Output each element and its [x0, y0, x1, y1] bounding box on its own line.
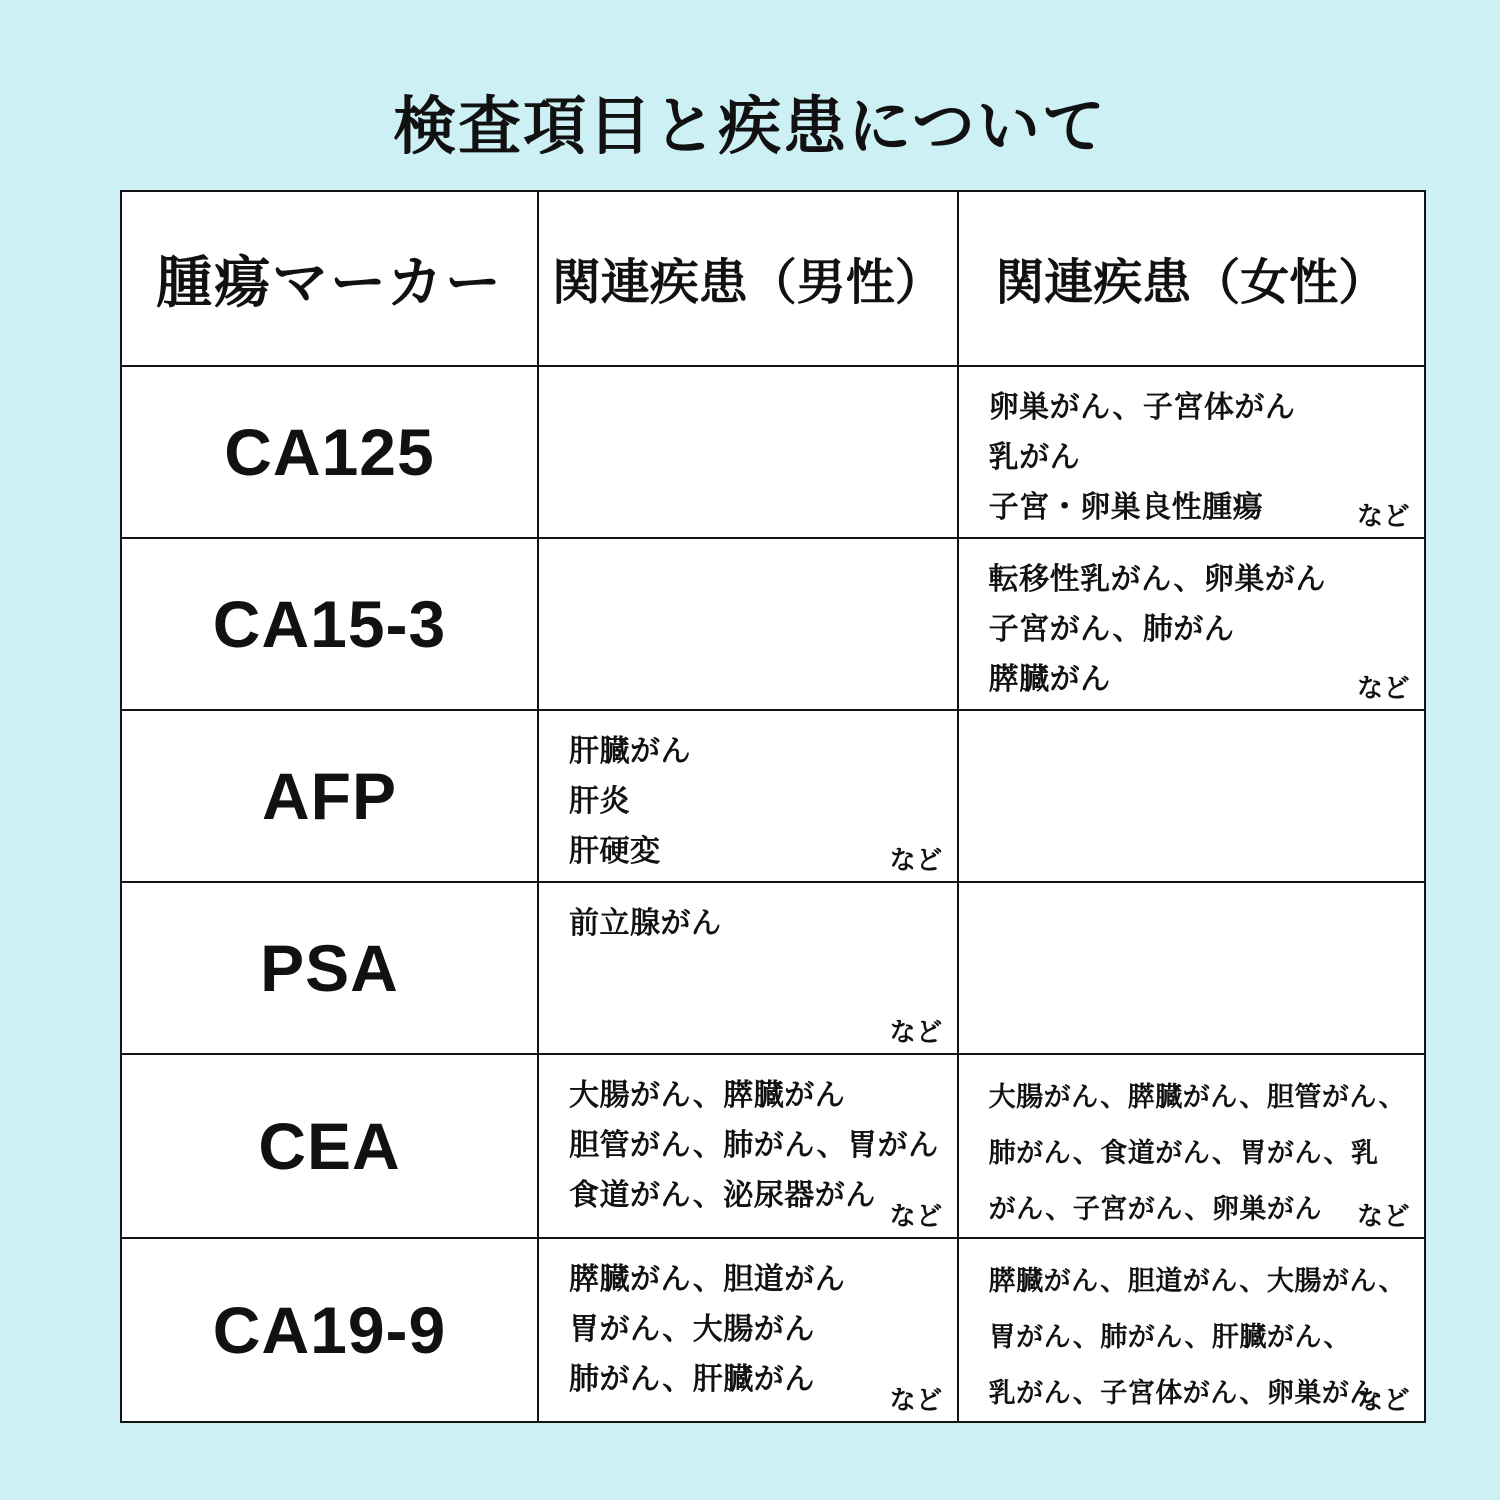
etc-label: など	[889, 1201, 943, 1231]
tumor-marker-table	[120, 190, 1426, 1423]
disease-line: 子宮・卵巣良性腫瘍	[988, 491, 1264, 524]
female-diseases-cell	[958, 1238, 1425, 1422]
marker-cell: CA125	[121, 366, 538, 538]
female-diseases-cell	[958, 882, 1425, 1054]
disease-line: 肝硬変	[569, 835, 661, 868]
disease-line: 子宮がん、肺がん	[988, 613, 1235, 646]
female-diseases-cell	[958, 1054, 1425, 1238]
marker-cell: CA19-9	[121, 1238, 538, 1422]
disease-line: 胃がん、肺がん、肝臓がん、	[988, 1322, 1351, 1352]
disease-line: 膵臓がん	[988, 663, 1111, 696]
header-row	[121, 191, 1425, 366]
male-diseases-cell	[538, 538, 958, 710]
etc-label: など	[889, 1385, 943, 1415]
male-diseases-cell	[538, 710, 958, 882]
male-diseases-cell	[538, 882, 958, 1054]
table-row-ca15-3	[121, 538, 1425, 710]
etc-label: など	[889, 845, 943, 875]
marker-cell: PSA	[121, 882, 538, 1054]
disease-line: 大腸がん、膵臓がん	[569, 1079, 846, 1112]
table-row-ca19-9	[121, 1238, 1425, 1422]
etc-label: など	[1356, 673, 1410, 703]
table-row-cea	[121, 1054, 1425, 1238]
table-row-ca125	[121, 366, 1425, 538]
male-diseases-cell	[538, 1238, 958, 1422]
etc-label: など	[1356, 501, 1410, 531]
female-diseases-cell	[958, 710, 1425, 882]
disease-line: 肺がん、食道がん、胃がん、乳	[988, 1138, 1379, 1168]
disease-line: 胃がん、大腸がん	[569, 1313, 815, 1346]
etc-label: など	[889, 1017, 943, 1047]
column-header-female: 関連疾患（女性）	[958, 191, 1425, 366]
table-row-afp	[121, 710, 1425, 882]
female-diseases-cell	[958, 366, 1425, 538]
disease-line: 肝炎	[569, 785, 630, 818]
marker-cell: CEA	[121, 1054, 538, 1238]
female-diseases-cell	[958, 538, 1425, 710]
male-diseases-cell	[538, 1054, 958, 1238]
disease-line: 乳がん、子宮体がん、卵巣がん	[988, 1378, 1377, 1408]
male-diseases-cell	[538, 366, 958, 538]
disease-line: 膵臓がん、胆道がん	[569, 1263, 846, 1296]
disease-line: 大腸がん、膵臓がん、胆管がん、	[988, 1082, 1406, 1112]
disease-line: 食道がん、泌尿器がん	[569, 1179, 876, 1212]
column-header-male: 関連疾患（男性）	[538, 191, 958, 366]
disease-line: 転移性乳がん、卵巣がん	[988, 563, 1326, 596]
disease-line: 肺がん、肝臓がん	[569, 1363, 815, 1396]
disease-line: 膵臓がん、胆道がん、大腸がん、	[988, 1266, 1406, 1296]
marker-cell: CA15-3	[121, 538, 538, 710]
page-title: 検査項目と疾患について	[393, 92, 1107, 162]
marker-cell: AFP	[121, 710, 538, 882]
disease-line: 卵巣がん、子宮体がん	[988, 391, 1296, 424]
column-header-marker: 腫瘍マーカー	[121, 191, 538, 366]
table-row-psa	[121, 882, 1425, 1054]
disease-line: 肝臓がん	[569, 735, 691, 768]
disease-line: 乳がん	[988, 441, 1081, 474]
disease-line: 前立腺がん	[569, 907, 722, 940]
disease-line: がん、子宮がん、卵巣がん	[988, 1194, 1322, 1224]
etc-label: など	[1356, 1201, 1410, 1231]
disease-line: 胆管がん、肺がん、胃がん	[569, 1129, 939, 1162]
etc-label: など	[1356, 1385, 1410, 1415]
